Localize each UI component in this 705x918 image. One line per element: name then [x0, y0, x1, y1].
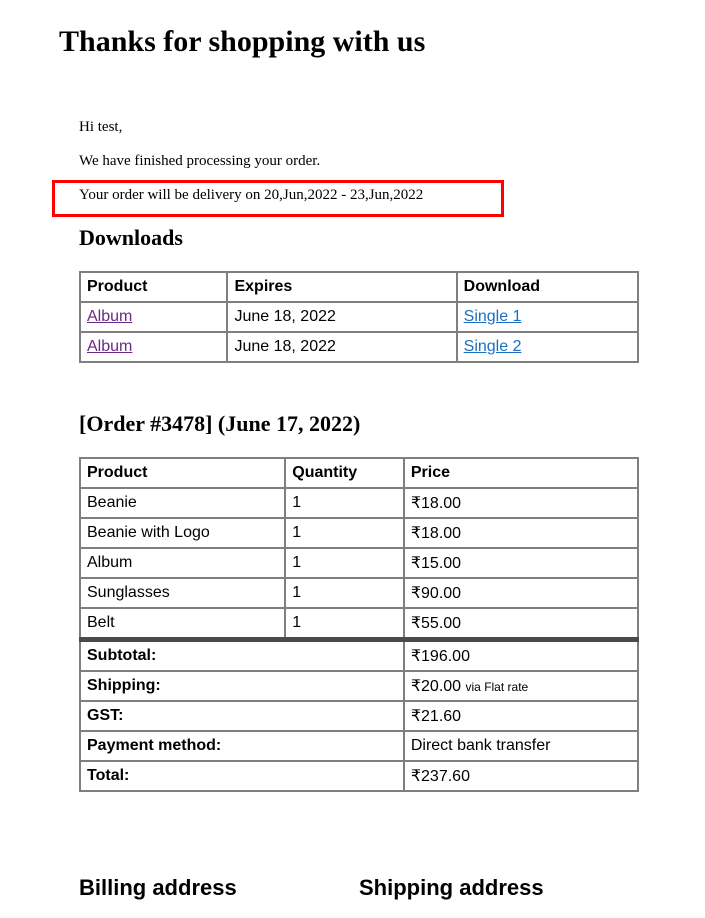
table-row — [80, 488, 638, 518]
download-expires-cell: June 18, 2022 — [227, 302, 456, 332]
download-product-cell — [80, 332, 227, 362]
shipping-value: ₹20.00 — [410, 678, 462, 695]
shipping-method: via Flat rate — [465, 680, 529, 694]
table-row — [80, 608, 638, 640]
subtotal-row — [80, 640, 638, 672]
downloads-col-download: Download — [457, 272, 638, 302]
order-item-price: ₹55.00 — [404, 608, 638, 640]
shipping-row — [80, 671, 638, 701]
greeting-text: Hi test, — [79, 119, 123, 135]
order-item-product: Beanie with Logo — [80, 518, 285, 548]
order-item-price: ₹15.00 — [404, 548, 638, 578]
downloads-header-row — [80, 272, 638, 302]
payment-method-value: Direct bank transfer — [404, 731, 638, 761]
download-file-link[interactable]: Single 1 — [463, 308, 522, 325]
download-file-cell — [457, 302, 638, 332]
table-row — [80, 578, 638, 608]
order-col-product: Product — [80, 458, 285, 488]
gst-row — [80, 701, 638, 731]
downloads-table — [79, 271, 639, 363]
shipping-value-cell — [404, 671, 638, 701]
download-product-link[interactable]: Album — [87, 308, 133, 325]
payment-method-label: Payment method: — [80, 731, 404, 761]
order-item-product: Beanie — [80, 488, 285, 518]
order-item-product: Belt — [80, 608, 285, 640]
order-item-product: Sunglasses — [80, 578, 285, 608]
total-value: ₹237.60 — [404, 761, 638, 791]
gst-label: GST: — [80, 701, 404, 731]
delivery-message: Your order will be delivery on 20,Jun,2022 - 23,Jun,2022 — [79, 187, 424, 203]
order-item-price: ₹18.00 — [404, 518, 638, 548]
table-row — [80, 302, 638, 332]
downloads-col-expires: Expires — [227, 272, 456, 302]
order-item-quantity: 1 — [285, 488, 404, 518]
order-item-quantity: 1 — [285, 608, 404, 640]
total-row — [80, 761, 638, 791]
download-file-link[interactable]: Single 2 — [463, 338, 522, 355]
table-row — [80, 548, 638, 578]
order-header-row — [80, 458, 638, 488]
payment-method-row — [80, 731, 638, 761]
total-label: Total: — [80, 761, 404, 791]
table-row — [80, 332, 638, 362]
shipping-address-heading: Shipping address — [359, 875, 544, 900]
order-item-quantity: 1 — [285, 518, 404, 548]
table-row — [80, 518, 638, 548]
download-product-cell — [80, 302, 227, 332]
order-item-price: ₹18.00 — [404, 488, 638, 518]
subtotal-label: Subtotal: — [80, 640, 404, 672]
order-col-price: Price — [404, 458, 638, 488]
order-col-quantity: Quantity — [285, 458, 404, 488]
processed-message: We have finished processing your order. — [79, 153, 321, 169]
downloads-heading: Downloads — [79, 225, 183, 250]
billing-address-heading: Billing address — [79, 875, 237, 900]
download-product-link[interactable]: Album — [87, 338, 133, 355]
downloads-col-product: Product — [80, 272, 227, 302]
order-table — [79, 457, 639, 792]
delivery-highlight-box — [52, 180, 504, 217]
order-heading: [Order #3478] (June 17, 2022) — [79, 411, 361, 436]
download-expires-cell: June 18, 2022 — [227, 332, 456, 362]
gst-value: ₹21.60 — [404, 701, 638, 731]
download-file-cell — [457, 332, 638, 362]
shipping-label: Shipping: — [80, 671, 404, 701]
order-item-price: ₹90.00 — [404, 578, 638, 608]
order-item-quantity: 1 — [285, 548, 404, 578]
page-title: Thanks for shopping with us — [59, 25, 426, 58]
order-item-quantity: 1 — [285, 578, 404, 608]
subtotal-value: ₹196.00 — [404, 640, 638, 672]
order-item-product: Album — [80, 548, 285, 578]
